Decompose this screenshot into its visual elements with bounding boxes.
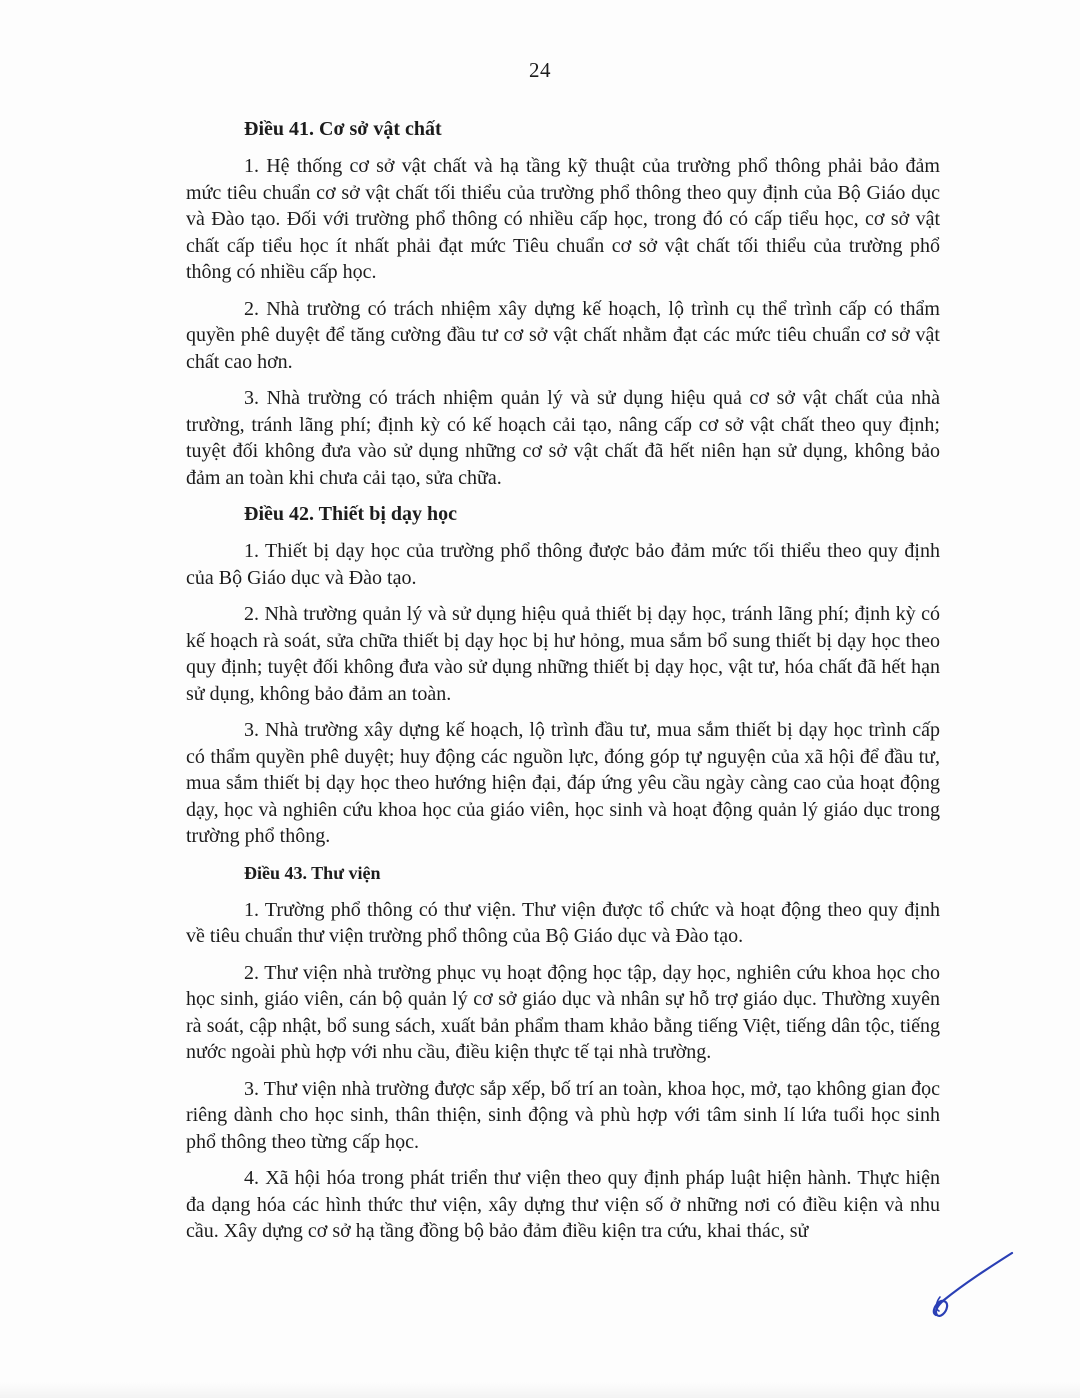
article-43-clause-2: 2. Thư viện nhà trường phục vụ hoạt động học tập, dạy học, nghiên cứu khoa học cho học sinh, giáo viên, cán bộ quản lý cơ sở giáo dục và nhân sự hỗ trợ giáo dục. Thường xuyên rà soát, cập nhật, bổ sung sách, xuất bản phẩm tham khảo bằng tiếng Việt, tiếng dân tộc, tiếng nước ngoài phù hợp với nhu cầu, điều kiện thực tế tại nhà trường. — [186, 961, 940, 1063]
article-43-clause-1: 1. Trường phổ thông có thư viện. Thư viện được tổ chức và hoạt động theo quy định về tiêu chuẩn thư viện trường phổ thông của Bộ Giáo dục và Đào tạo. — [186, 898, 940, 947]
article-43-heading: Điều 43. Thư viện — [244, 862, 381, 883]
article-43-clause-4: 4. Xã hội hóa trong phát triển thư viện theo quy định pháp luật hiện hành. Thực hiện đa dạng hóa các hình thức thư viện, xây dựng thư viện số ở những nơi có điều kiện và nhu cầu. Xây dựng cơ sở hạ tầng đồng bộ bảo đảm điều kiện tra cứu, khai thác, sử — [186, 1167, 940, 1242]
page-number: 24 — [529, 58, 551, 82]
scan-bottom-edge — [0, 1382, 1080, 1398]
article-43-clause-3: 3. Thư viện nhà trường được sắp xếp, bố trí an toàn, khoa học, mở, tạo không gian đọc riêng dành cho học sinh, thân thiện, sinh động và phù hợp với tâm sinh lí lứa tuổi học sinh phổ thông theo từng cấp học. — [186, 1077, 940, 1153]
article-41-clause-3: 3. Nhà trường có trách nhiệm quản lý và sử dụng hiệu quả cơ sở vật chất của nhà trường, tránh lãng phí; định kỳ có kế hoạch cải tạo, nâng cấp cơ sở vật chất theo quy định; tuyệt đối không đưa vào sử dụng những cơ sở vật chất đã hết niên hạn sử dụng, không bảo đảm an toàn khi chưa cải tạo, sửa chữa. — [186, 387, 940, 489]
article-42-clause-1: 1. Thiết bị dạy học của trường phổ thông được bảo đảm mức tối thiểu theo quy định của Bộ Giáo dục và Đào tạo. — [186, 540, 940, 589]
handwritten-initial-signature — [920, 1245, 1020, 1325]
article-41-heading: Điều 41. Cơ sở vật chất — [244, 118, 442, 140]
article-42-clause-2: 2. Nhà trường quản lý và sử dụng hiệu quả thiết bị dạy học, tránh lãng phí; định kỳ có kế hoạch rà soát, sửa chữa thiết bị dạy học bị hư hỏng, mua sắm bổ sung thiết bị dạy học theo quy định; tuyệt đối không đưa vào sử dụng những thiết bị dạy học, vật tư, hóa chất đã hết hạn sử dụng, không bảo đảm an toàn. — [186, 603, 940, 705]
article-41-clause-2: 2. Nhà trường có trách nhiệm xây dựng kế hoạch, lộ trình cụ thể trình cấp có thẩm quyền phê duyệt để tăng cường đầu tư cơ sở vật chất nhằm đạt các mức tiêu chuẩn cơ sở vật chất cao hơn. — [186, 297, 940, 373]
article-42-heading: Điều 42. Thiết bị dạy học — [244, 503, 457, 525]
article-41-clause-1: 1. Hệ thống cơ sở vật chất và hạ tầng kỹ thuật của trường phổ thông phải bảo đảm mức tiêu chuẩn cơ sở vật chất tối thiểu của trường phổ thông theo quy định của Bộ Giáo dục và Đào tạo. Đối với trường phổ thông có nhiều cấp học, trong đó có cấp tiểu học, cơ sở vật chất cấp tiểu học ít nhất phải đạt mức Tiêu chuẩn cơ sở vật chất tối thiểu của trường phổ thông có nhiều cấp học. — [186, 155, 940, 283]
article-42-clause-3: 3. Nhà trường xây dựng kế hoạch, lộ trình đầu tư, mua sắm thiết bị dạy học trình cấp có thẩm quyền phê duyệt; huy động các nguồn lực, đóng góp tự nguyện của xã hội để đầu tư, mua sắm thiết bị dạy học theo hướng hiện đại, đáp ứng yêu cầu ngày càng cao của hoạt động dạy, học và nghiên cứu khoa học của giáo viên, học sinh và hoạt động quản lý giáo dục trong trường phổ thông. — [186, 719, 940, 847]
document-body — [186, 116, 940, 1255]
